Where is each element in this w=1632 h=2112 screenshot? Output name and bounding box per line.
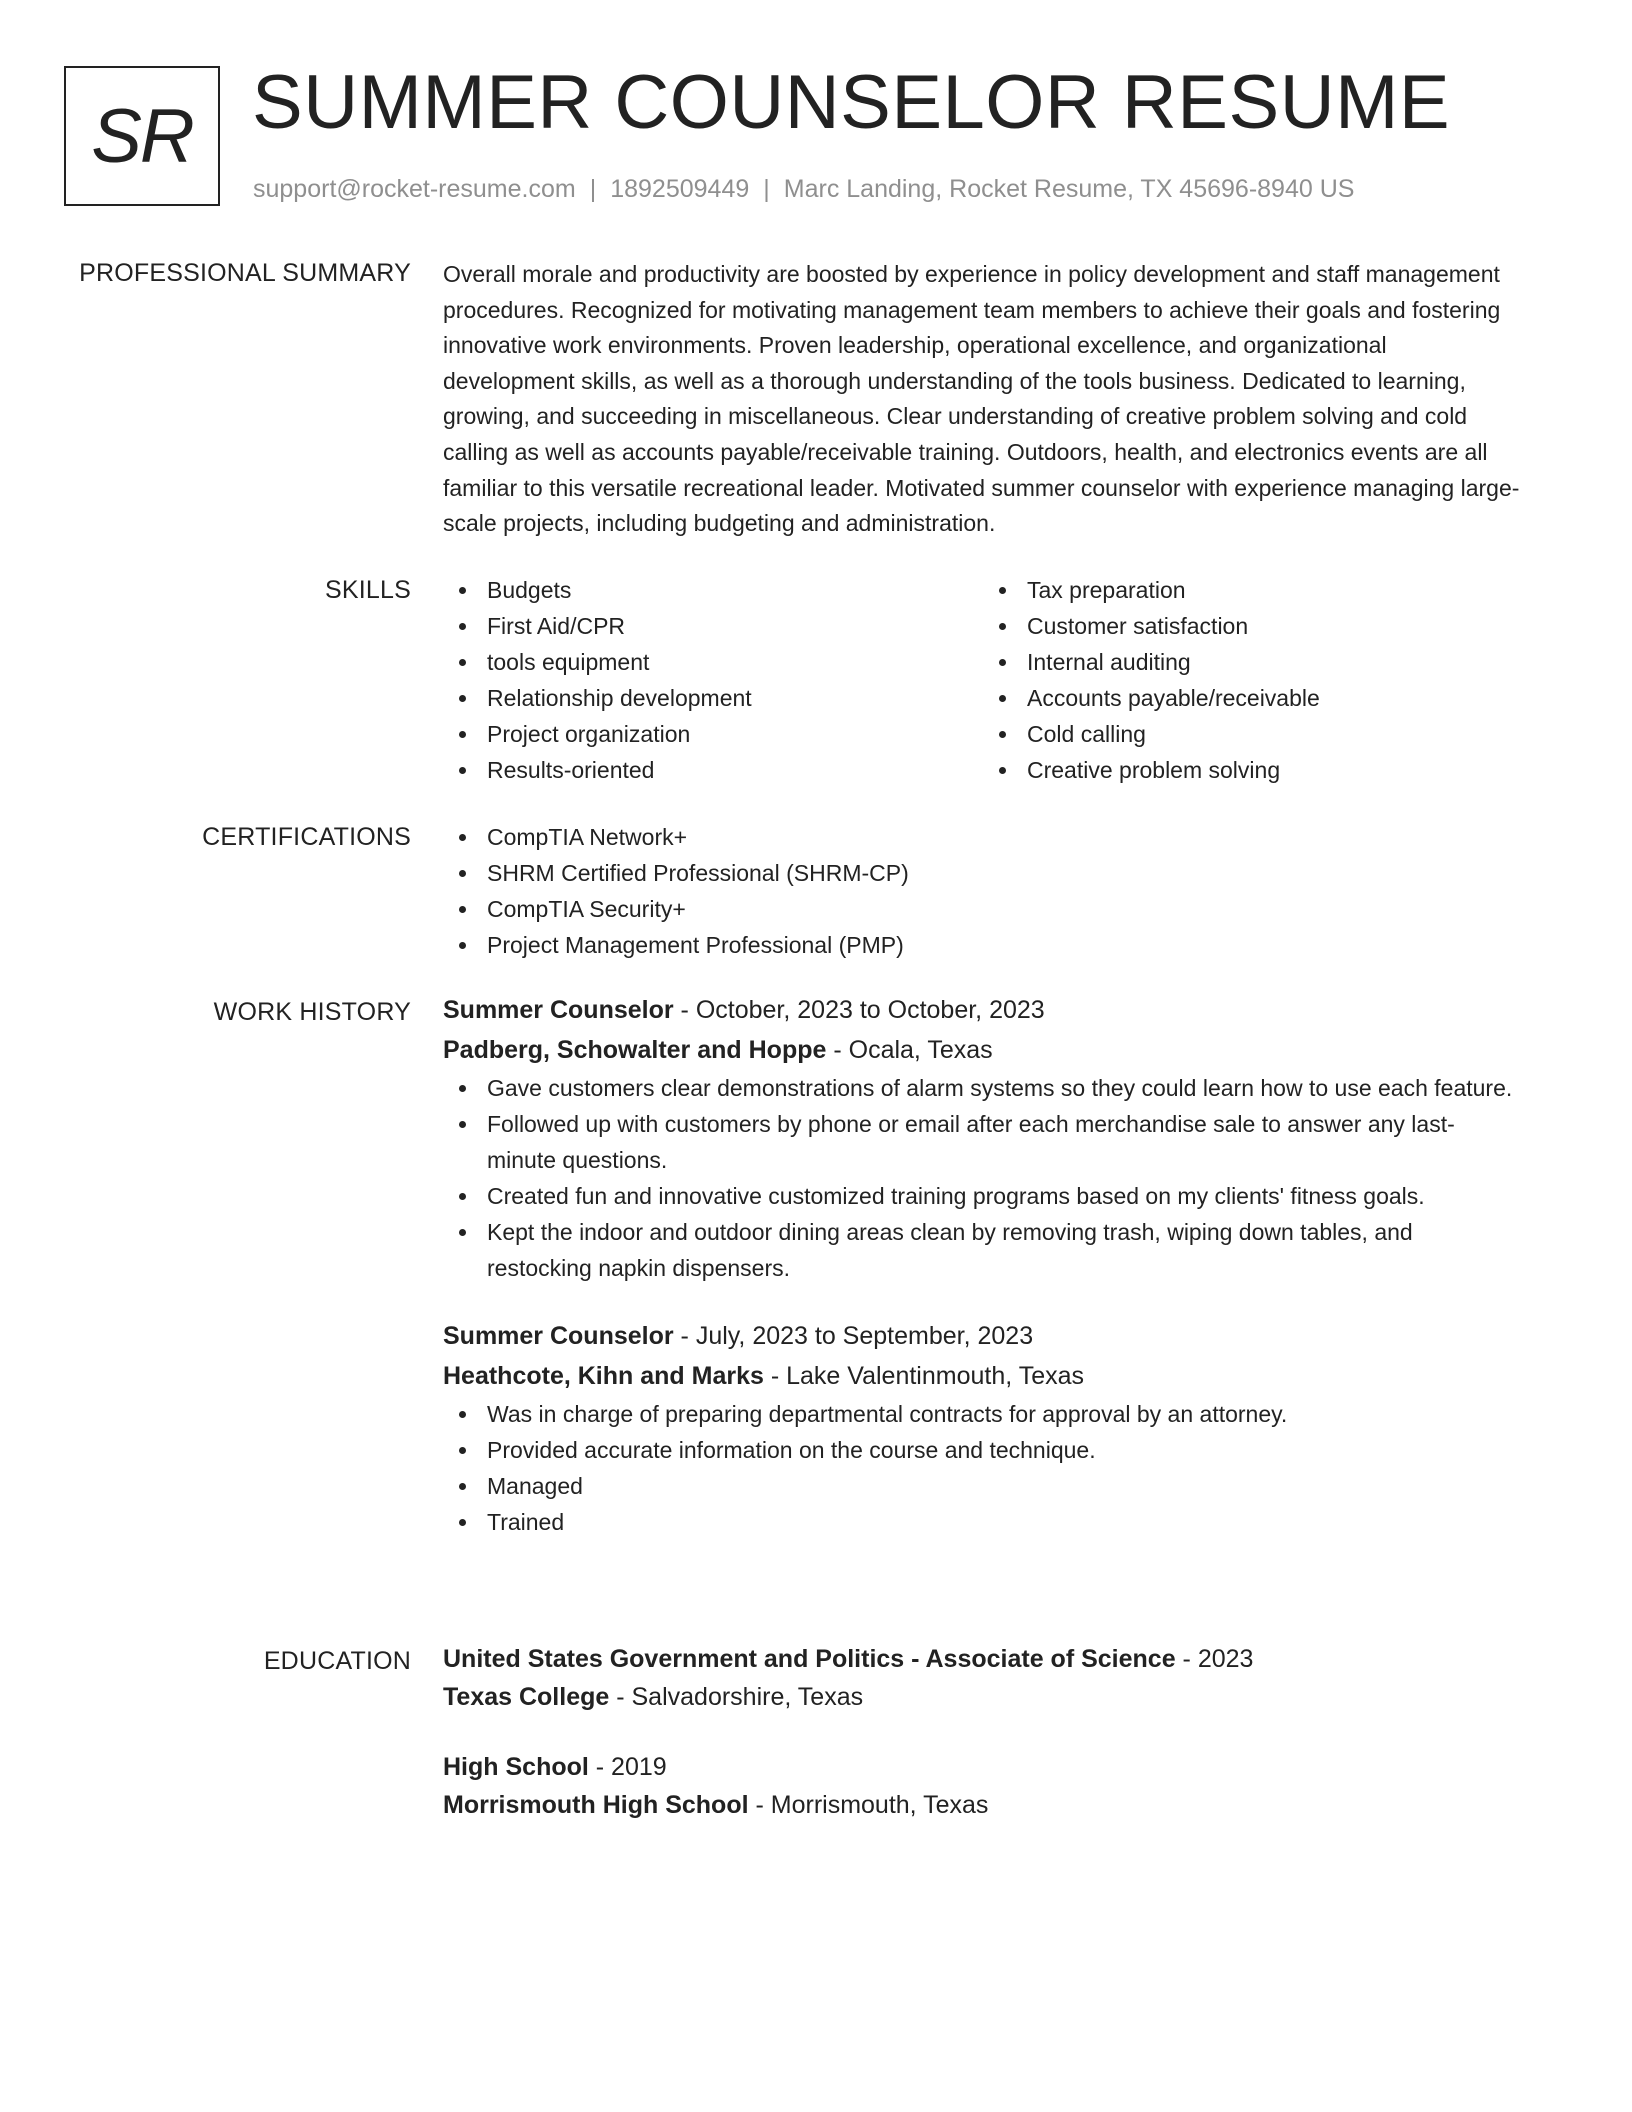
- list-item: Provided accurate information on the course and technique.: [443, 1432, 1523, 1468]
- job-title: Summer Counselor: [443, 1322, 674, 1350]
- education-location: - Salvadorshire, Texas: [609, 1683, 864, 1711]
- education-degree-line: [443, 1748, 1523, 1786]
- job-company-line: [443, 1030, 1523, 1070]
- work-history-body: [443, 990, 1523, 1540]
- list-item: Accounts payable/receivable: [983, 680, 1523, 716]
- contact-phone[interactable]: 1892509449: [610, 175, 750, 203]
- contact-line: [253, 172, 1354, 206]
- list-item: Budgets: [443, 572, 983, 608]
- job-company-line: [443, 1356, 1523, 1396]
- job-bullets: [443, 1396, 1523, 1540]
- list-item: tools equipment: [443, 644, 983, 680]
- education-school: Morrismouth High School: [443, 1791, 749, 1819]
- list-item: Created fun and innovative customized training programs based on my clients' fitness goals.: [443, 1178, 1523, 1214]
- section-label-certifications: CERTIFICATIONS: [202, 823, 411, 851]
- list-item: Project Management Professional (PMP): [443, 927, 1523, 963]
- job-company: Padberg, Schowalter and Hoppe: [443, 1036, 827, 1064]
- education-degree: High School: [443, 1753, 589, 1781]
- section-label-work-history: WORK HISTORY: [213, 998, 411, 1026]
- education-body: [443, 1640, 1523, 1824]
- list-item: Kept the indoor and outdoor dining areas clean by removing trash, wiping down tables, and restocking napkin dispensers.: [443, 1214, 1523, 1286]
- job-title-line: [443, 1316, 1523, 1356]
- section-label-summary: PROFESSIONAL SUMMARY: [79, 259, 411, 287]
- job-location: - Lake Valentinmouth, Texas: [763, 1362, 1084, 1390]
- job-location: - Ocala, Texas: [826, 1036, 993, 1064]
- monogram-initials: SR: [64, 66, 220, 206]
- list-item: Results-oriented: [443, 752, 983, 788]
- contact-email[interactable]: support@rocket-resume.com: [253, 175, 576, 203]
- education-year: - 2019: [588, 1753, 667, 1781]
- job-entry: [443, 990, 1523, 1286]
- certifications-body: [443, 819, 1523, 963]
- education-degree: United States Government and Politics - Associate of Science: [443, 1645, 1176, 1673]
- job-title: Summer Counselor: [443, 996, 674, 1024]
- skills-column-left: [443, 572, 983, 788]
- list-item: Project organization: [443, 716, 983, 752]
- list-item: Was in charge of preparing departmental contracts for approval by an attorney.: [443, 1396, 1523, 1432]
- list-item: Internal auditing: [983, 644, 1523, 680]
- job-bullets: [443, 1070, 1523, 1286]
- skills-grid: [443, 572, 1523, 788]
- job-title-line: [443, 990, 1523, 1030]
- skills-body: [443, 572, 1523, 788]
- contact-separator: |: [763, 175, 770, 203]
- list-item: CompTIA Network+: [443, 819, 1523, 855]
- section-label-education: EDUCATION: [263, 1647, 411, 1675]
- list-item: Relationship development: [443, 680, 983, 716]
- list-item: Trained: [443, 1504, 1523, 1540]
- list-item: First Aid/CPR: [443, 608, 983, 644]
- education-year: - 2023: [1175, 1645, 1254, 1673]
- job-dates: - October, 2023 to October, 2023: [673, 996, 1045, 1024]
- certifications-list: [443, 819, 1523, 963]
- list-item: Creative problem solving: [983, 752, 1523, 788]
- resume-title: SUMMER COUNSELOR RESUME: [252, 60, 1451, 145]
- skills-column-right: [983, 572, 1523, 788]
- list-item: SHRM Certified Professional (SHRM-CP): [443, 855, 1523, 891]
- education-location: - Morrismouth, Texas: [748, 1791, 989, 1819]
- job-dates: - July, 2023 to September, 2023: [673, 1322, 1034, 1350]
- education-school: Texas College: [443, 1683, 610, 1711]
- list-item: Customer satisfaction: [983, 608, 1523, 644]
- list-item: Tax preparation: [983, 572, 1523, 608]
- contact-address: Marc Landing, Rocket Resume, TX 45696-8940 US: [783, 175, 1355, 203]
- education-entry: [443, 1748, 1523, 1824]
- education-entry: [443, 1640, 1523, 1716]
- education-school-line: [443, 1678, 1523, 1716]
- list-item: Managed: [443, 1468, 1523, 1504]
- job-company: Heathcote, Kihn and Marks: [443, 1362, 764, 1390]
- education-school-line: [443, 1786, 1523, 1824]
- contact-separator: |: [589, 175, 597, 203]
- education-degree-line: [443, 1640, 1523, 1678]
- list-item: Gave customers clear demonstrations of alarm systems so they could learn how to use each feature.: [443, 1070, 1523, 1106]
- job-entry: [443, 1316, 1523, 1540]
- list-item: CompTIA Security+: [443, 891, 1523, 927]
- list-item: Followed up with customers by phone or email after each merchandise sale to answer any last-minute questions.: [443, 1106, 1523, 1178]
- list-item: Cold calling: [983, 716, 1523, 752]
- summary-text: Overall morale and productivity are boosted by experience in policy development and staff management procedures. Recognized for motivating management team members to achieve their goals and fostering innovative work environments. Proven leadership, operational excellence, and organizational development skills, as well as a thorough understanding of the tools business. Dedicated to learning, growing, and succeeding in miscellaneous. Clear understanding of creative problem solving and cold calling as well as accounts payable/receivable training. Outdoors, health, and electronics events are all familiar to this versatile recreational leader. Motivated summer counselor with experience managing large-scale projects, including budgeting and administration.: [443, 261, 1520, 537]
- section-label-skills: SKILLS: [325, 576, 411, 604]
